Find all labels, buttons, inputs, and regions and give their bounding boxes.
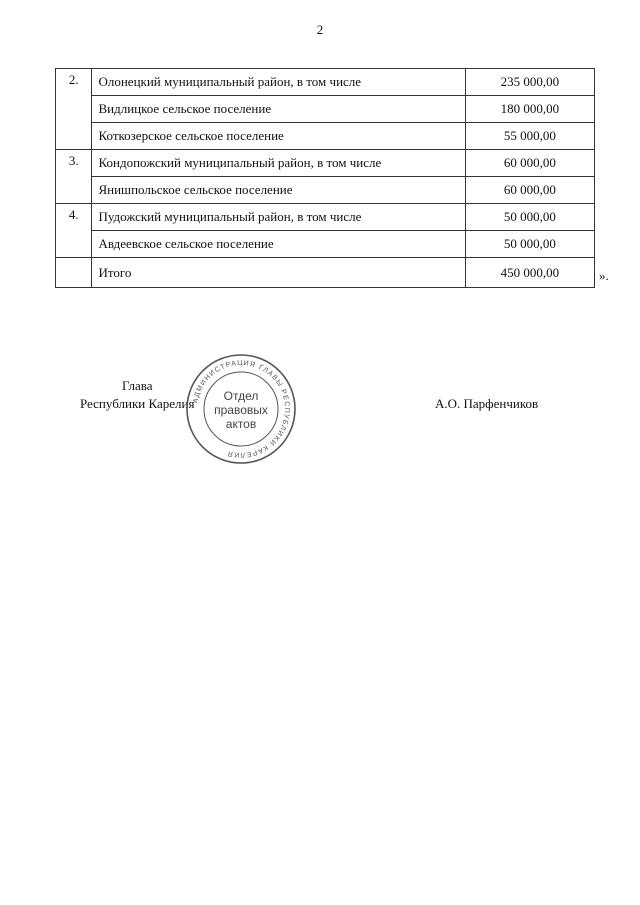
row-number: 3.	[56, 150, 92, 204]
amount-cell: 50 000,00	[465, 231, 594, 258]
table-row	[56, 123, 595, 150]
table-row	[56, 177, 595, 204]
amount-cell: 50 000,00	[465, 204, 594, 231]
stamp-center-line2: правовых	[214, 403, 268, 417]
signer-name: А.О. Парфенчиков	[435, 396, 539, 411]
budget-table	[55, 68, 595, 288]
amount-cell: 180 000,00	[465, 96, 594, 123]
row-number: 2.	[56, 69, 92, 150]
table-row	[56, 150, 595, 177]
table-row	[56, 69, 595, 96]
settlement-name: Авдеевское сельское поселение	[92, 231, 465, 258]
amount-cell: 60 000,00	[465, 177, 594, 204]
amount-cell: 60 000,00	[465, 150, 594, 177]
settlement-name: Янишпольское сельское поселение	[92, 177, 465, 204]
settlement-name: Коткозерское сельское поселение	[92, 123, 465, 150]
settlement-name: Видлицкое сельское поселение	[92, 96, 465, 123]
total-label: Итого	[92, 258, 465, 288]
row-number: 4.	[56, 204, 92, 258]
district-name: Пудожский муниципальный район, в том числе	[92, 204, 465, 231]
stamp-center-line3: актов	[225, 417, 257, 431]
amount-cell: 55 000,00	[465, 123, 594, 150]
stamp-center-line1: Отдел	[223, 389, 259, 403]
official-stamp	[185, 353, 297, 465]
amount-cell: 235 000,00	[465, 69, 594, 96]
district-name: Олонецкий муниципальный район, в том числе	[92, 69, 465, 96]
signature-title-line1: Глава	[122, 378, 153, 393]
district-name: Кондопожский муниципальный район, в том числе	[92, 150, 465, 177]
page-number: 2	[316, 22, 324, 37]
table-row-total	[56, 258, 595, 288]
table-row	[56, 96, 595, 123]
table-row	[56, 231, 595, 258]
table-row	[56, 204, 595, 231]
signature-title-line2: Республики Карелия	[80, 396, 195, 411]
total-amount: 450 000,00	[465, 258, 594, 288]
closing-quote-mark: ».	[599, 268, 609, 283]
row-number	[56, 258, 92, 288]
stamp-ring-text: АДМИНИСТРАЦИЯ ГЛАВЫ РЕСПУБЛИКИ КАРЕЛИЯ	[192, 359, 291, 459]
